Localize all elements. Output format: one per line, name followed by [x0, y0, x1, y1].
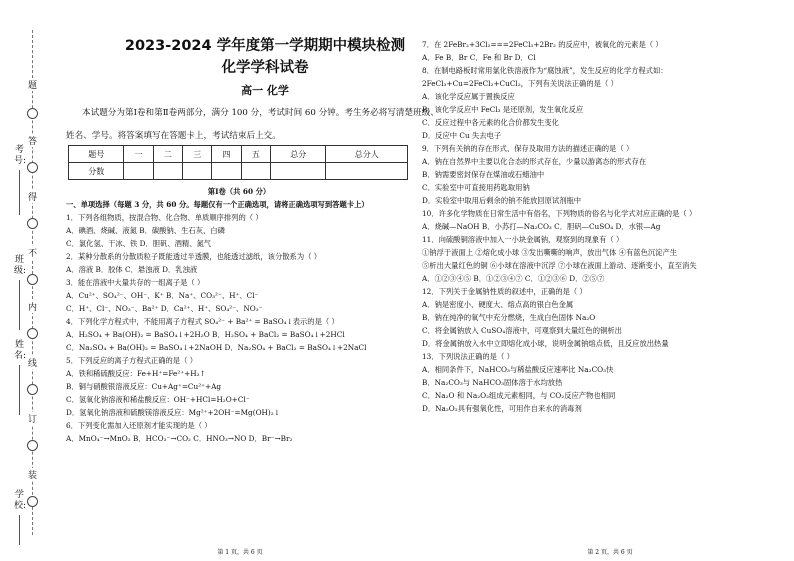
- question-line: 1．下列各组物质，按混合物、化合物、单质顺序排列的（ ）: [66, 213, 263, 222]
- score-table: [68, 145, 408, 180]
- score-row-label: 分数: [69, 163, 124, 180]
- option-line: D．反应中 Cu 失去电子: [422, 131, 502, 140]
- question-line: 6．下列变化需加入还原剂才能实现的是（ ）: [66, 421, 212, 430]
- exam-subtitle: 化学学科试卷: [221, 60, 309, 76]
- score-header-cell: 一: [124, 146, 153, 163]
- question-line: 9．下列有关钠的存在形式、保存及取用方法的描述正确的是（ ）: [422, 144, 634, 153]
- option-line: ⑤析出大量红色的铜 ⑥小球在溶液中沉浮 ⑦小球在液面上游动、逐渐变小，直至消失: [422, 261, 697, 270]
- option-line: A．H₂SO₄ + Ba(OH)₂ = BaSO₄↓+2H₂O B．H₂SO₄ + BaCl₂ = BaSO₄↓+2HCl: [66, 330, 345, 339]
- question-line: 10．许多化学物质在日常生活中有俗名，下列物质的俗名与化学式对应正确的是（ ）: [422, 209, 697, 218]
- exam-title: 2023-2024 学年度第一学期期中模块检测: [124, 38, 406, 54]
- option-line: D．将金属钠放入水中立即熔化成小球，说明金属钠熔点低，且反应放出热量: [422, 339, 669, 348]
- option-line: A．相同条件下，NaHCO₃与稀盐酸反应速率比 Na₂CO₃快: [422, 365, 614, 374]
- question-line: 8．在制电路板时常用氯化铁溶液作为“腐蚀液”，发生反应的化学方程式如：: [422, 66, 668, 75]
- question-line: 13．下列说法正确的是（ ）: [422, 352, 514, 361]
- seal-circle: [27, 274, 38, 285]
- option-line: B．该化学反应中 FeCl₃ 是还原剂，发生氧化反应: [422, 105, 584, 114]
- option-line: D．Na₂O₂具有强氧化性，可用作自来水的消毒剂: [422, 404, 582, 413]
- grade-subject: 高一 化学: [241, 84, 289, 97]
- option-line: D．实验室中取用后剩余的钠不能放回原试剂瓶中: [422, 196, 582, 205]
- score-cell: [183, 163, 212, 180]
- exam-no-label: 考号:: [14, 145, 27, 166]
- seal-char: 题: [27, 78, 38, 91]
- instruction-line: 姓名、学号。将答案填写在答题卡上，考试结束后上交。: [66, 131, 281, 141]
- score-header-cell: 三: [183, 146, 212, 163]
- option-line: C．将金属钠放入 CuSO₄溶液中，可观察到大量红色的铜析出: [422, 326, 622, 335]
- option-line: C．Na₂SO₄ + Ba(OH)₂ = BaSO₄↓+2NaOH D．Na₂SO₄ + BaCl₂ = BaSO₄↓+2NaCl: [66, 343, 367, 352]
- name-blank: [19, 365, 20, 415]
- option-line: ①钠浮于液面上 ②熔化成小球 ③发出嘶嘶的响声，放出气体 ④有蓝色沉淀产生: [422, 248, 678, 257]
- score-header-cell: 总分人: [326, 146, 408, 163]
- option-line: A．溶液 B．胶体 C．悬浊液 D．乳浊液: [66, 265, 198, 274]
- seal-circle: [27, 162, 38, 173]
- exam-instructions: [66, 102, 439, 148]
- left-column-questions: [66, 185, 412, 445]
- option-line: D．氢氧化钠溶液和硫酸镁溶液反应：Mg²⁺+2OH⁻=Mg(OH)₂↓: [66, 408, 280, 417]
- page-footer-left: 第 1 页，共 6 页: [217, 549, 263, 556]
- section-instruction: 一、单项选择（每题 3 分，共 60 分。每题仅有一个正确选项，请将正确选项写到答题卡上）: [66, 200, 369, 209]
- seal-char: 内: [27, 300, 38, 313]
- right-column-questions: [422, 38, 788, 415]
- score-header-cell: 总分: [271, 146, 326, 163]
- seal-char: 线: [27, 356, 38, 369]
- question-line: 3．能在溶液中大量共存的一组离子是（ ）: [66, 278, 205, 287]
- question-line: 11．向硫酸铜溶液中加入一小块金属钠，观察到的现象有（ ）: [422, 235, 624, 244]
- option-line: C．氯化氢、干冰、铁 D．胆矾、酒精、氮气: [66, 239, 212, 248]
- option-line: C．Na₂O 和 Na₂O₂组成元素相同，与 CO₂反应产物也相同: [422, 391, 616, 400]
- seal-char: 订: [27, 412, 38, 425]
- score-header-cell: 五: [241, 146, 270, 163]
- option-line: B．钠在纯净的氧气中充分燃烧，生成白色固体 Na₂O: [422, 313, 596, 322]
- score-cell: [271, 163, 326, 180]
- score-cell: [212, 163, 241, 180]
- seal-circle: [27, 108, 38, 119]
- seal-char: 装: [27, 468, 38, 481]
- instruction-line: 本试题分为第Ⅰ卷和第Ⅱ卷两部分，满分 100 分，考试时间 60 分钟。考生务必将写清楚班级、: [82, 108, 439, 118]
- question-line: 2FeCl₃+Cu=2FeCl₂+CuCl₂，下列有关说法正确的是（ ）: [422, 79, 618, 88]
- score-cell: [241, 163, 270, 180]
- score-table-row: [69, 163, 408, 180]
- question-line: 4．下列化学方程式中，不能用离子方程式 SO₄²⁻ + Ba²⁺ = BaSO₄↓表示的是（ ）: [66, 317, 339, 326]
- option-line: C．氢氧化钠溶液和稀盐酸反应：OH⁻+HCl=H₂O+Cl⁻: [66, 395, 250, 404]
- seal-char: 得: [27, 190, 38, 203]
- option-line: B．钠需要密封保存在煤油或石蜡油中: [422, 170, 545, 179]
- option-line: B．Na₂CO₃与 NaHCO₃固体溶于水均放热: [422, 378, 563, 387]
- score-cell: [153, 163, 182, 180]
- score-header-cell: 题号: [69, 146, 124, 163]
- class-label: 班级:: [14, 255, 27, 276]
- seal-circle: [27, 440, 38, 451]
- seal-char: 答: [27, 134, 38, 147]
- seal-circle: [27, 384, 38, 395]
- question-line: 5．下列反应的离子方程式正确的是（ ）: [66, 356, 198, 365]
- option-line: C．H⁺、Cl⁻、NO₃⁻、Ba²⁺ D．Ca²⁺、H⁺、SO₄²⁻、NO₃⁻: [66, 304, 263, 313]
- question-line: 7．在 2FeBr₂+3Cl₂===2FeCl₃+2Br₂ 的反应中，被氧化的元素是（ ）: [422, 40, 663, 49]
- option-line: C．实验室中可直接用药匙取用钠: [422, 183, 530, 192]
- option-line: C．反应过程中各元素的化合价都发生变化: [422, 118, 559, 127]
- school-blank: [19, 515, 20, 545]
- option-line: A．烧碱—NaOH B．小苏打—Na₂CO₃ C．胆矾—CuSO₄ D．水银—Ag: [422, 222, 661, 231]
- score-header-cell: 四: [212, 146, 241, 163]
- option-line: A．Cu²⁺、SO₄²⁻、OH⁻、K⁺ B．Na⁺、CO₃²⁻、H⁺、Cl⁻: [66, 291, 259, 300]
- name-label: 姓名:: [14, 340, 27, 361]
- seal-circle: [27, 496, 38, 507]
- exam-no-blank: [19, 170, 20, 215]
- option-line: A．①②③④⑤ B．①②③④⑦ C．①②③⑥ D．②⑤⑦: [422, 274, 605, 283]
- binding-margin: [0, 0, 58, 561]
- class-blank: [19, 280, 20, 330]
- seal-circle: [27, 328, 38, 339]
- section-heading: 第Ⅰ卷（共 60 分）: [207, 187, 271, 196]
- score-table-header-row: [69, 146, 408, 163]
- option-line: A．该化学反应属于置换反应: [422, 92, 515, 101]
- school-label: 学校:: [14, 490, 27, 511]
- option-line: A．铁和稀硫酸反应：Fe+H⁺=Fe²⁺+H₂↑: [66, 369, 206, 378]
- option-line: A．碘酒、烧碱、液氮 B．碳酸钠、生石灰、白磷: [66, 226, 225, 235]
- question-line: 12．下列关于金属钠性质的叙述中，正确的是（ ）: [422, 287, 587, 296]
- option-line: A．钠在自然界中主要以化合态的形式存在，少量以游离态的形式存在: [422, 157, 647, 166]
- seal-circle: [27, 218, 38, 229]
- question-line: 2．某种分散系的分散质粒子既能透过半透膜，也能透过滤纸，该分散系为（ ）: [66, 252, 322, 261]
- score-cell: [326, 163, 408, 180]
- option-line: B．铜与硝酸银溶液反应：Cu+Ag⁺=Cu²⁺+Ag: [66, 382, 222, 391]
- score-cell: [124, 163, 153, 180]
- option-line: A．MnO₄⁻→MnO₂ B．HCO₃⁻→CO₂ C．HNO₃→NO D．Br⁻→Br₂: [66, 434, 293, 443]
- score-header-cell: 二: [153, 146, 182, 163]
- seal-char: 不: [27, 246, 38, 259]
- option-line: A．钠是密度小、硬度大、熔点高的银白色金属: [422, 300, 574, 309]
- page-footer-right: 第 2 页，共 6 页: [587, 549, 633, 556]
- option-line: A．Fe B．Br C．Fe 和 Br D．Cl: [422, 53, 536, 62]
